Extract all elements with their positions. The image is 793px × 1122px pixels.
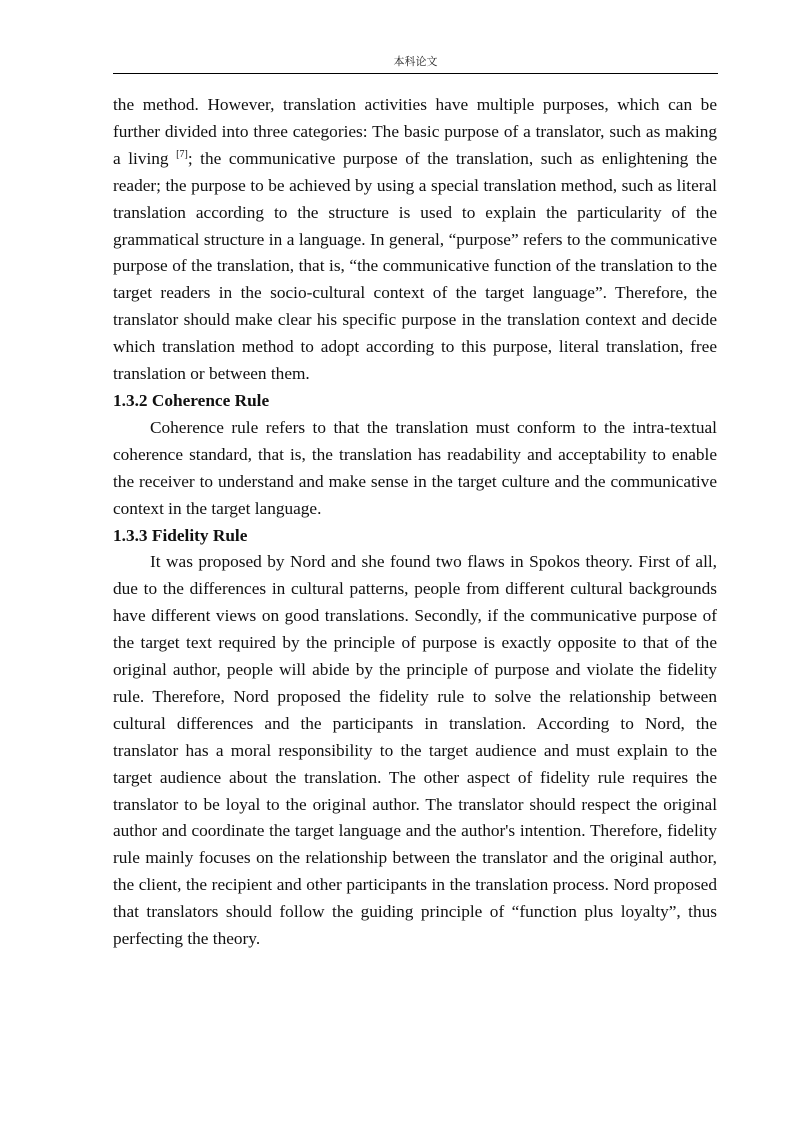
paragraph-fidelity-rule: It was proposed by Nord and she found two flaws in Spokos theory. First of all, due to the differences in cultural patterns, people from different cultural backgrounds have different views on good translations. Secondly, if the communicative purpose of the target text required by the principle of purpose is exactly opposite to that of the original author, people will abide by the principle of purpose and violate the fidelity rule. Therefore, Nord proposed the fidelity rule to solve the relationship between cultural differences and the participants in translation. According to Nord, the translator has a moral responsibility to the target audience and must explain to the target audience about the translation. The other aspect of fidelity rule requires the translator to be loyal to the original author. The translator should respect the original author and coordinate the target language and the author's intention. Therefore, fidelity rule mainly focuses on the relationship between the translator and the original author, the client, the recipient and other participants in the translation process. Nord proposed that translators should follow the guiding principle of “function plus loyalty”, thus perfecting the theory.	[113, 552, 717, 949]
running-header: 本科论文	[393, 55, 438, 68]
paragraph-continued	[113, 92, 717, 388]
section-heading-coherence-rule: 1.3.2 Coherence Rule	[113, 390, 270, 410]
section-heading-fidelity-rule: 1.3.3 Fidelity Rule	[113, 525, 248, 545]
citation-marker: [7]	[176, 148, 188, 160]
body-text	[113, 92, 717, 953]
paragraph-text-before-citation: the method. However, translation activities have multiple purposes, which can be further divided into three categories: The basic purpose of a translator, such as making a living	[113, 95, 717, 168]
paragraph-coherence-rule: Coherence rule refers to that the translation must conform to the intra-textual coherence standard, that is, the translation has readability and acceptability to enable the receiver to understand and make sense in the target culture and the communicative context in the target language.	[113, 417, 717, 518]
paragraph-text-after-citation: ; the communicative purpose of the translation, such as enlightening the reader; the purpose to be achieved by using a special translation method, such as literal translation according to the structure is used to explain the particularity of the grammatical structure in a language. In general, “purpose” refers to the communicative purpose of the translation, that is, “the communicative function of the translation to the target readers in the socio-cultural context of the target language”. Therefore, the translator should make clear his specific purpose in the translation context and decide which translation method to adopt according to this purpose, literal translation, free translation or between them.	[113, 148, 717, 384]
header-rule	[113, 73, 718, 74]
